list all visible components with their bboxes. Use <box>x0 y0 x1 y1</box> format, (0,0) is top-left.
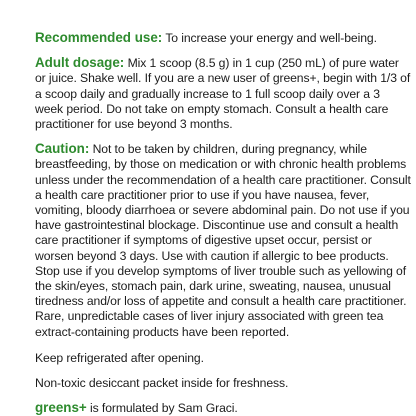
desiccant-note: Non-toxic desiccant packet inside for freshness. <box>35 376 289 391</box>
refrigerate-note: Keep refrigerated after opening. <box>35 350 204 365</box>
caution-heading: Caution: <box>35 141 90 157</box>
recommended-use-section <box>35 30 411 46</box>
adult-dosage-heading: Adult dosage: <box>35 55 125 71</box>
formulated-by-note <box>35 400 411 416</box>
caution-section <box>35 141 411 340</box>
product-label-text <box>35 30 411 416</box>
brand-name: greens+ <box>35 400 87 416</box>
recommended-use-text: To increase your energy and well-being. <box>162 31 377 45</box>
caution-text: Not to be taken by children, during pregnancy, while breastfeeding, by those on medication or with chronic health problems unless under the recommendation of a health care practitioner. Consult a health care practitioner prior to use if you have nausea, fever, vomiting, bloody diarrhoea or severe abdominal pain. Do not use if you have gastrointestinal blockage. Discontinue use and consult a health care practitioner if symptoms of digestive upset occur, persist or worsen beyond 3 days. Use with caution if allergic to bee products. Stop use if you develop symptoms of liver trouble such as yellowing of the skin/eyes, stomach pain, dark urine, sweating, nausea, unusual tiredness and/or loss of appetite and consult a health care practitioner. Rare, unpredictable cases of liver injury associated with green tea extract-containing products have been reported. <box>35 142 411 339</box>
adult-dosage-text: Mix 1 scoop (8.5 g) in 1 cup (250 mL) of pure water or juice. Shake well. If you are a new user of greens+, begin with 1/3 of a scoop daily and gradually increase to 1 full scoop daily over a 3 week period. Do not take on empty stomach. Consult a health care practitioner for use beyond 3 months. <box>35 56 411 132</box>
recommended-use-heading: Recommended use: <box>35 30 163 45</box>
formulated-by-text: is formulated by Sam Graci. <box>86 401 238 416</box>
adult-dosage-section <box>35 55 411 132</box>
